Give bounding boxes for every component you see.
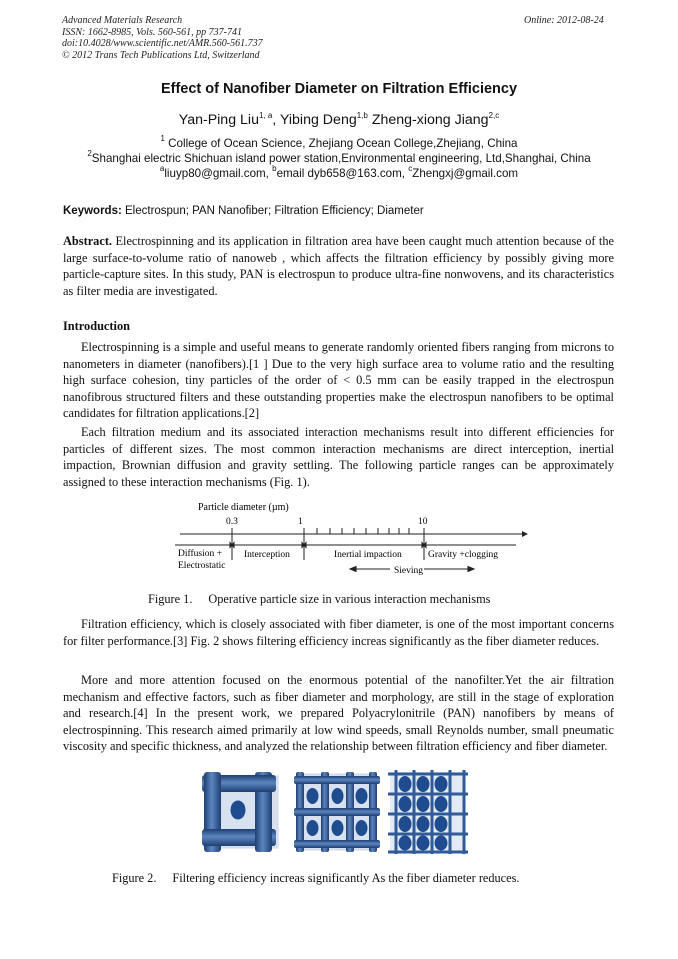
- affiliation-2: $^2$Shanghai electric Shichuan island power station,Environmental engineering, Ltd,Shanghai, China: [87, 149, 591, 165]
- abstract-paragraph: [63, 233, 614, 299]
- journal-header: [62, 15, 263, 61]
- intro-paragraph-1: Electrospinning is a simple and useful means to generate randomly oriented fibers ranging from microns to nanometers in diameter (nanofibers).[1 ] Due to the very high surface area to volume ratio and the resulting high surface cohesion, tiny particles of the order of < 0.5 mm can be easily trapped in the electrospun nanofibrous structured filters and these outstanding properties make the electrospun nanofibers to be optimal candidates for filtration applications.[2]: [63, 340, 614, 421]
- figure-1-minor-ticks: [317, 528, 409, 534]
- figure-1-axis-arrowhead: [522, 531, 528, 537]
- figure-1-range-label: Interception: [244, 550, 290, 560]
- email-link[interactable]: liuyp80@gmail.com,: [164, 167, 273, 180]
- figure-1-range-label: Diffusion +: [178, 549, 222, 559]
- paper-title: Effect of Nanofiber Diameter on Filtration Efficiency: [160, 81, 518, 97]
- issn-line: ISSN: 1662-8985, Vols. 560-561, pp 737-741: [62, 26, 242, 38]
- figure-1-range-arrows: [175, 543, 516, 548]
- email-link[interactable]: Zhengxj@gmail.com: [412, 167, 519, 180]
- keywords-text: Electrospun; PAN Nanofiber; Filtration Efficiency; Diameter: [125, 205, 424, 217]
- abstract-label: Abstract.: [63, 234, 113, 248]
- mesh-panel-thin-fibers: [388, 770, 468, 854]
- figure-1-caption-label: Figure 1.: [148, 592, 193, 606]
- figure-1-axis-label: Particle diameter (µm): [198, 502, 289, 513]
- intro-paragraph-3: Filtration efficiency, which is closely associated with fiber diameter, is one of the most important concerns for filter performance.[3] Fig. 2 shows filtering efficiency increas significantly as the fiber diameter reduces.: [63, 617, 614, 648]
- affiliation-1: $^1$ College of Ocean Science, Zhejiang Ocean College,Zhejiang, China: [160, 134, 518, 150]
- copyright-line: © 2012 Trans Tech Publications Ltd, Switzerland: [62, 49, 260, 61]
- author-superscript: 1,b: [356, 111, 368, 120]
- intro-paragraph-2: Each filtration medium and its associated interaction mechanisms result into different efficiencies for particles of different sizes. The most common interaction mechanisms are direct interception, inertial impaction, Brownian diffusion and gravity settling. The following particle ranges can be approximately assigned to these interaction mechanisms (Fig. 1).: [63, 425, 614, 489]
- author-superscript: 1, a: [258, 111, 273, 120]
- author-emails: $^a$liuyp80@gmail.com, $^b$email dyb658@163.com, $^c$Zhengxj@gmail.com: [159, 164, 519, 180]
- figure-2-caption-text: Filtering efficiency increas significantly As the fiber diameter reduces.: [172, 871, 520, 885]
- author-superscript: 2,c: [488, 111, 500, 120]
- figure-1-range-label: Inertial impaction: [334, 550, 402, 560]
- author-list: Yan-Ping Liu$^{1, a}$, Yibing Deng$^{1,b}$ Zheng-xiong Jiang$^{2,c}$: [178, 111, 500, 128]
- figure-1-caption: [148, 592, 490, 607]
- figure-1-tick-label: 0.3: [226, 517, 238, 527]
- mesh-panel-thick-fibers: [202, 772, 278, 852]
- figure-1-range-label: Sieving: [394, 566, 424, 576]
- figure-1-tick-label: 1: [298, 517, 303, 527]
- figure-2-caption-label: Figure 2.: [112, 871, 157, 885]
- figure-1-particle-size-diagram: [170, 494, 530, 580]
- keywords-line: [63, 205, 424, 217]
- figure-2-fiber-mesh-illustration: [200, 768, 470, 856]
- email-link[interactable]: email dyb658@163.com,: [276, 167, 409, 180]
- abstract-text: Electrospinning and its application in filtration area have been caught much attention because of the large surface-to-volume ratio of nanoweb , which affects the filtration efficiency by possibly giving more particle-capture sites. In this study, PAN is electrospun to produce ultra-fine nonwovens, and its characteristics as filter media are investigated.: [63, 234, 615, 298]
- keywords-label: Keywords:: [63, 205, 122, 217]
- author-name: Zheng-xiong Jiang: [371, 112, 489, 128]
- mesh-panel-medium-fibers: [294, 772, 380, 852]
- author-name: Yibing Deng: [279, 112, 357, 128]
- figure-1-range-label: Electrostatic: [178, 561, 226, 571]
- section-heading-introduction: Introduction: [63, 319, 130, 333]
- particle-dot: [231, 801, 246, 820]
- intro-paragraph-4: More and more attention focused on the enormous potential of the nanofilter.Yet the air filtration mechanism and effective factors, such as fiber diameter and morphology, are still in the stage of exploration and research.[4] In the present work, we prepared Polyacrylonitrile (PAN) nanofibers by means of electrospinning. This research aimed primarily at low wind speeds, small Reynolds number, small pneumatic viscosity and specific thickness, and analyzed the relationship between filtration efficiency and fiber diameter.: [63, 673, 614, 754]
- online-date: Online: 2012-08-24: [524, 15, 604, 26]
- journal-name: Advanced Materials Research: [62, 15, 183, 26]
- figure-1-caption-text: Operative particle size in various interaction mechanisms: [208, 592, 491, 606]
- doi-line: doi:10.4028/www.scientific.net/AMR.560-561.737: [62, 38, 263, 49]
- author-name: Yan-Ping Liu: [178, 112, 259, 128]
- figure-1-range-label: Gravity +clogging: [428, 550, 498, 560]
- figure-1-tick-label: 10: [418, 517, 428, 527]
- figure-2-caption: [112, 871, 519, 886]
